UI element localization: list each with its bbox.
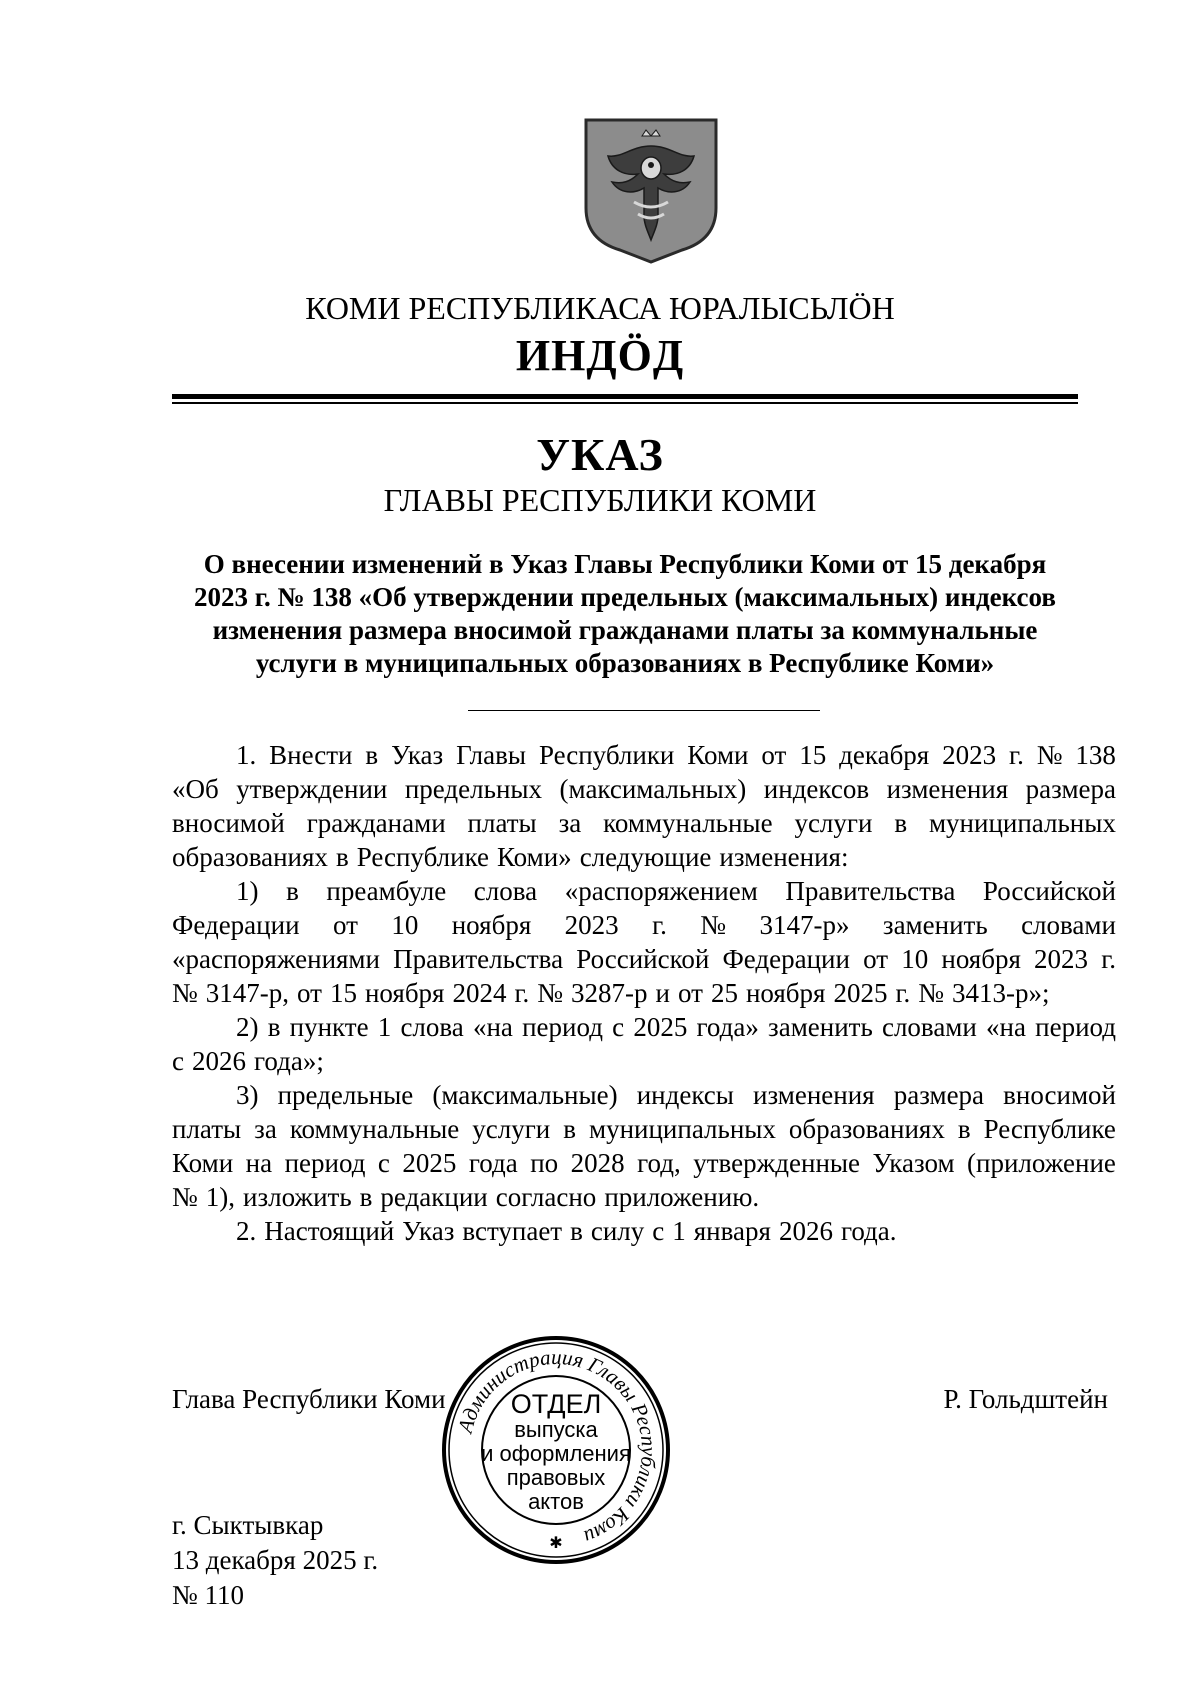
stamp-line: выпуска [514, 1417, 598, 1442]
body-line: «Об утверждении предельных (максимальных) индексов изменения размера [172, 774, 1116, 804]
body-line: с 2026 года»; [172, 1046, 324, 1076]
header-divider-thin [172, 402, 1078, 404]
stamp-line: правовых [506, 1465, 606, 1490]
body-line: 3) предельные (максимальные) индексы изменения размера вносимой [236, 1080, 1116, 1110]
body-line: вносимой гражданами платы за коммунальные услуги в муниципальных [172, 808, 1116, 838]
body-line: № 1), изложить в редакции согласно приложению. [172, 1182, 760, 1212]
stamp-ring-text: Администрация Главы Республики Коми [452, 1344, 662, 1550]
body-line: № 3147-р, от 15 ноября 2024 г. № 3287-р и от 25 ноября 2025 г. № 3413-р»; [172, 978, 1050, 1008]
body-line: 2) в пункте 1 слова «на период с 2025 года» заменить словами «на период [236, 1012, 1116, 1042]
document-number: № 110 [172, 1580, 245, 1610]
place-date-number [172, 1508, 378, 1613]
body-line: 1. Внести в Указ Главы Республики Коми от 15 декабря 2023 г. № 138 [236, 740, 1116, 770]
komi-doc-type-heading: ИНДӦД [515, 331, 685, 380]
body-line: образованиях в Республике Коми» следующие изменения: [172, 842, 849, 872]
header-divider-thick [172, 394, 1078, 399]
stamp-line: актов [528, 1489, 584, 1514]
authority-heading: ГЛАВЫ РЕСПУБЛИКИ КОМИ [383, 482, 817, 518]
body-line: «распоряжениями Правительства Российской Федерации от 10 ноября 2023 г. [172, 944, 1116, 974]
coat-of-arms-icon [582, 116, 720, 266]
body-line: Коми на период с 2025 года по 2028 год, утвержденные Указом (приложение [172, 1148, 1116, 1178]
komi-authority-heading: КОМИ РЕСПУБЛИКАСА ЮРАЛЫСЬЛӦН [305, 290, 895, 326]
signature-name: Р. Гольдштейн [943, 1384, 1108, 1414]
stamp-center-text [440, 1390, 672, 1514]
decree-body [172, 738, 1116, 1248]
title-line: О внесении изменений в Указ Главы Республики Коми от 15 декабря [203, 549, 1047, 579]
stamp-line: ОТДЕЛ [510, 1389, 602, 1419]
title-line: услуги в муниципальных образованиях в Республике Коми» [255, 648, 995, 678]
date: 13 декабря 2025 г. [172, 1545, 379, 1575]
body-line: 1) в преамбуле слова «распоряжением Правительства Российской [236, 876, 1116, 906]
stamp-line: и оформления [481, 1441, 631, 1466]
svg-text:✱: ✱ [549, 1535, 563, 1552]
body-line: 2. Настоящий Указ вступает в силу с 1 января 2026 года. [236, 1216, 897, 1246]
signature-position: Глава Республики Коми [172, 1384, 446, 1414]
place: г. Сыктывкар [172, 1510, 324, 1540]
title-divider [468, 710, 820, 711]
doc-type-heading: УКАЗ [536, 429, 664, 480]
body-line: платы за коммунальные услуги в муниципальных образованиях в Республике [172, 1114, 1116, 1144]
official-stamp [440, 1334, 672, 1566]
body-line: Федерации от 10 ноября 2023 г. № 3147-р» заменить словами [172, 910, 1116, 940]
decree-title [172, 548, 1078, 680]
title-line: 2023 г. № 138 «Об утверждении предельных (максимальных) индексов [194, 582, 1056, 612]
title-line: изменения размера вносимой гражданами платы за коммунальные [212, 615, 1038, 645]
